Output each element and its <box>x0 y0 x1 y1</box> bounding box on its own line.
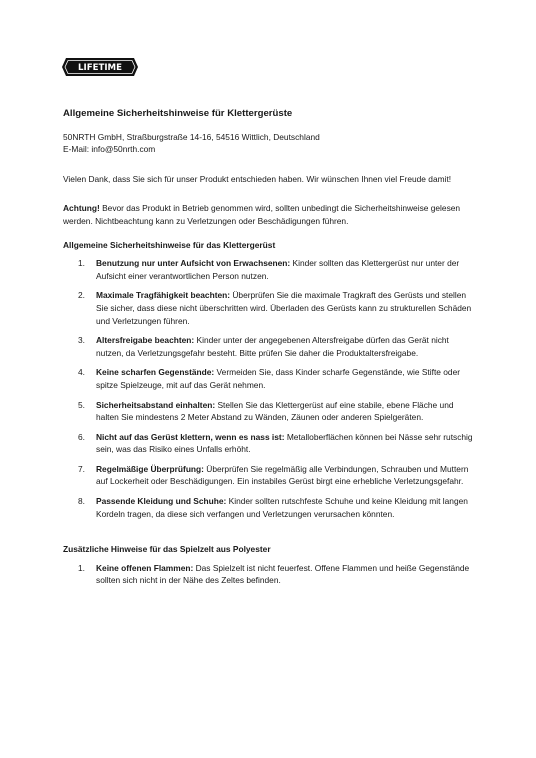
list-item <box>63 257 478 282</box>
list-item-title: Maximale Tragfähigkeit beachten: <box>96 290 231 301</box>
list-item-number: 1. <box>78 258 85 269</box>
list-item-title: Nicht auf das Gerüst klettern, wenn es nass ist: <box>96 431 285 442</box>
tent-safety-list <box>63 562 478 587</box>
list-item-number: 2. <box>78 290 85 301</box>
list-item-text: Kinder sollten das Klettergerüst nur unter der Aufsicht einer verantwortlichen Person nutzen. <box>96 258 460 281</box>
list-item-title: Sicherheitsabstand einhalten: <box>96 399 216 410</box>
list-item-number: 5. <box>78 399 85 410</box>
email-line: E-Mail: info@50nrth.com <box>63 144 156 155</box>
list-item-number: 3. <box>78 335 85 346</box>
list-item <box>63 495 478 520</box>
list-item <box>63 431 478 456</box>
list-item-title: Benutzung nur unter Aufsicht von Erwachsenen: <box>96 258 291 269</box>
list-item-title: Regelmäßige Überprüfung: <box>96 463 204 474</box>
list-item-number: 6. <box>78 431 85 442</box>
list-item <box>63 289 478 327</box>
list-item-number: 8. <box>78 496 85 507</box>
section-heading-play-tent: Zusätzliche Hinweise für das Spielzelt aus Polyester <box>63 544 271 555</box>
warning-text: Bevor das Produkt in Betrieb genommen wird, sollten unbedingt die Sicherheitshinweise gelesen werden. Nichtbeachtung kann zu Verletzungen oder Beschädigungen führen. <box>63 203 461 226</box>
list-item-number: 1. <box>78 562 85 573</box>
document-body <box>63 108 478 594</box>
list-item <box>63 463 478 488</box>
list-item-text: Metalloberflächen können bei Nässe sehr rutschig sein, was das Risiko eines Unfalls erhöht. <box>96 431 473 455</box>
list-item-text: Das Spielzelt ist nicht feuerfest. Offene Flammen und heiße Gegenstände sollten sich nicht in der Nähe des Zeltes befinden. <box>96 562 470 586</box>
list-item-text: Kinder sollten rutschfeste Schuhe und keine Kleidung mit langen Kordeln tragen, da diese sich verfangen und Verletzungen verursachen könnten. <box>96 496 468 519</box>
list-item-title: Keine scharfen Gegenstände: <box>96 367 215 378</box>
logo-text: LIFETIME <box>78 63 122 74</box>
list-item-number: 7. <box>78 463 85 474</box>
intro-text: Vielen Dank, dass Sie sich für unser Produkt entschieden haben. Wir wünschen Ihnen viel Freude damit! <box>63 173 452 184</box>
company-address <box>63 131 478 156</box>
list-item <box>63 334 478 359</box>
list-item <box>63 366 478 391</box>
document-title: Allgemeine Sicherheitshinweise für Klettergerüste <box>63 108 293 119</box>
list-item-title: Passende Kleidung und Schuhe: <box>96 496 227 507</box>
lifetime-logo <box>62 58 138 76</box>
warning-paragraph <box>63 202 478 227</box>
list-item-text: Überprüfen Sie die maximale Tragkraft des Gerüsts und stellen Sie sicher, dass diese nicht überschritten wird. Überladen des Gerüsts kann zu strukturellen Schäden und Verletzungen führen. <box>96 290 472 326</box>
list-item <box>63 399 478 424</box>
list-item-text: Überprüfen Sie regelmäßig alle Verbindungen, Schrauben und Muttern auf Lockerheit oder Beschädigungen. Ein instabiles Gerüst birgt eine erhebliche Verletzungsgefahr. <box>96 463 469 487</box>
list-item-text: Vermeiden Sie, dass Kinder scharfe Gegenstände, wie Stifte oder spitze Spielzeuge, mit auf das Gerät nehmen. <box>96 367 461 390</box>
list-item-number: 4. <box>78 367 85 378</box>
list-item-text: Stellen Sie das Klettergerüst auf eine stabile, ebene Fläche und halten Sie mindestens 2 Meter Abstand zu Wänden, Zäunen oder anderen Spielgeräten. <box>96 399 454 423</box>
list-item-text: Kinder unter der angegebenen Altersfreigabe dürfen das Gerät nicht nutzen, da Verletzungsgefahr besteht. Bitte prüfen Sie daher die Produktaltersfreigabe. <box>96 335 449 358</box>
safety-list <box>63 257 478 520</box>
list-item-title: Altersfreigabe beachten: <box>96 335 195 346</box>
warning-label: Achtung! <box>63 203 100 214</box>
list-item <box>63 562 478 587</box>
address-line: 50NRTH GmbH, Straßburgstraße 14-16, 54516 Wittlich, Deutschland <box>63 131 320 142</box>
section-heading-climbing-frame: Allgemeine Sicherheitshinweise für das Klettergerüst <box>63 239 276 250</box>
list-item-title: Keine offenen Flammen: <box>96 562 194 573</box>
